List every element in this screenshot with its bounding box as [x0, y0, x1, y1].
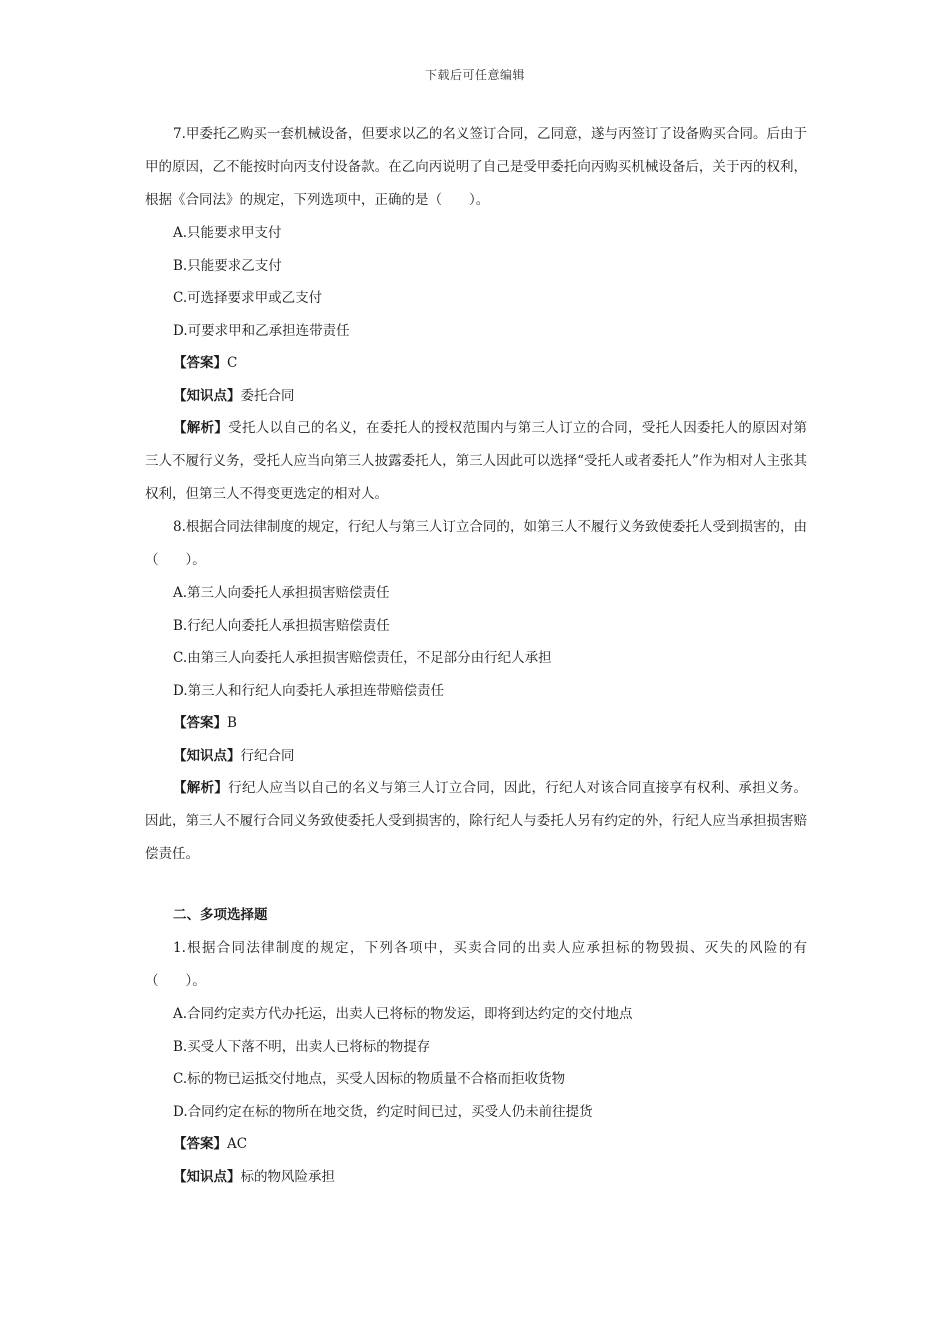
question-8-knowledge: [145, 740, 807, 773]
question-8-option-a: A.第三人向委托人承担损害赔偿责任: [173, 585, 390, 601]
answer-value: C: [227, 355, 238, 371]
mc-question-1-knowledge: [145, 1161, 807, 1194]
question-7-answer: [145, 347, 807, 380]
question-7-option-a: A.只能要求甲支付: [173, 225, 282, 241]
question-8-option-d: D.第三人和行纪人向委托人承担连带赔偿责任: [173, 682, 445, 699]
mc-question-1-option-b: B.买受人下落不明，出卖人已将标的物提存: [173, 1038, 431, 1055]
knowledge-label: 【知识点】: [173, 1168, 241, 1185]
section-title-multiple-choice: 二、多项选择题: [173, 907, 268, 923]
question-7-option-b: B.只能要求乙支付: [173, 257, 282, 274]
analysis-label: 【解析】: [173, 420, 229, 436]
answer-label: 【答案】: [173, 355, 227, 371]
knowledge-value: 行纪合同: [240, 747, 295, 764]
page-header: 下载后可任意编辑: [424, 68, 525, 82]
answer-value: AC: [227, 1136, 248, 1152]
answer-value: B: [227, 715, 237, 731]
question-7-stem: 7.甲委托乙购买一套机械设备，但要求以乙的名义签订合同，乙同意，遂与丙签订了设备购买合同。后由于甲的原因，乙不能按时向丙支付设备款。在乙向丙说明了自己是受甲委托向丙购买机械设备后，关于丙的权利，根据《合同法》的规定，下列选项中，正确的是（ ）。: [145, 126, 807, 208]
question-7-option-d: D.可要求甲和乙承担连带责任: [173, 322, 350, 339]
question-8-answer: [145, 707, 807, 740]
mc-question-1-option-c: C.标的物已运抵交付地点，买受人因标的物质量不合格而拒收货物: [173, 1071, 566, 1087]
knowledge-label: 【知识点】: [173, 747, 241, 764]
question-8-stem: 8.根据合同法律制度的规定，行纪人与第三人订立合同的，如第三人不履行义务致使委托人受到损害的，由（ ）。: [145, 519, 807, 568]
question-8-option-c: C.由第三人向委托人承担损害赔偿责任，不足部分由行纪人承担: [173, 650, 552, 666]
answer-label: 【答案】: [173, 715, 227, 731]
knowledge-value: 标的物风险承担: [240, 1168, 335, 1185]
document-body: [145, 118, 807, 1193]
question-7-analysis: [145, 412, 807, 511]
knowledge-label: 【知识点】: [173, 387, 241, 404]
mc-question-1-answer: [145, 1128, 807, 1161]
analysis-text: 受托人以自己的名义，在委托人的授权范围内与第三人订立的合同，受托人因委托人的原因对第三人不履行义务，受托人应当向第三人披露委托人，第三人因此可以选择“受托人或者委托人”作为相对人主张其权利，但第三人不得变更选定的相对人。: [145, 420, 807, 502]
question-7-knowledge: [145, 380, 807, 413]
mc-question-1-stem: 1.根据合同法律制度的规定，下列各项中，买卖合同的出卖人应承担标的物毁损、灭失的风险的有（ ）。: [145, 940, 807, 989]
analysis-text: 行纪人应当以自己的名义与第三人订立合同，因此，行纪人对该合同直接享有权利、承担义务。因此，第三人不履行合同义务致使委托人受到损害的，除行纪人与委托人另有约定的外，行纪人应当承担损害赔偿责任。: [145, 780, 807, 862]
answer-label: 【答案】: [173, 1136, 227, 1152]
question-8-analysis: [145, 772, 807, 871]
mc-question-1-option-d: D.合同约定在标的物所在地交货，约定时间已过，买受人仍未前往提货: [173, 1103, 593, 1120]
question-7-option-c: C.可选择要求甲或乙支付: [173, 290, 323, 306]
question-8-option-b: B.行纪人向委托人承担损害赔偿责任: [173, 617, 390, 634]
knowledge-value: 委托合同: [240, 387, 295, 404]
analysis-label: 【解析】: [173, 780, 229, 796]
mc-question-1-option-a: A.合同约定卖方代办托运，出卖人已将标的物发运，即将到达约定的交付地点: [173, 1006, 633, 1022]
